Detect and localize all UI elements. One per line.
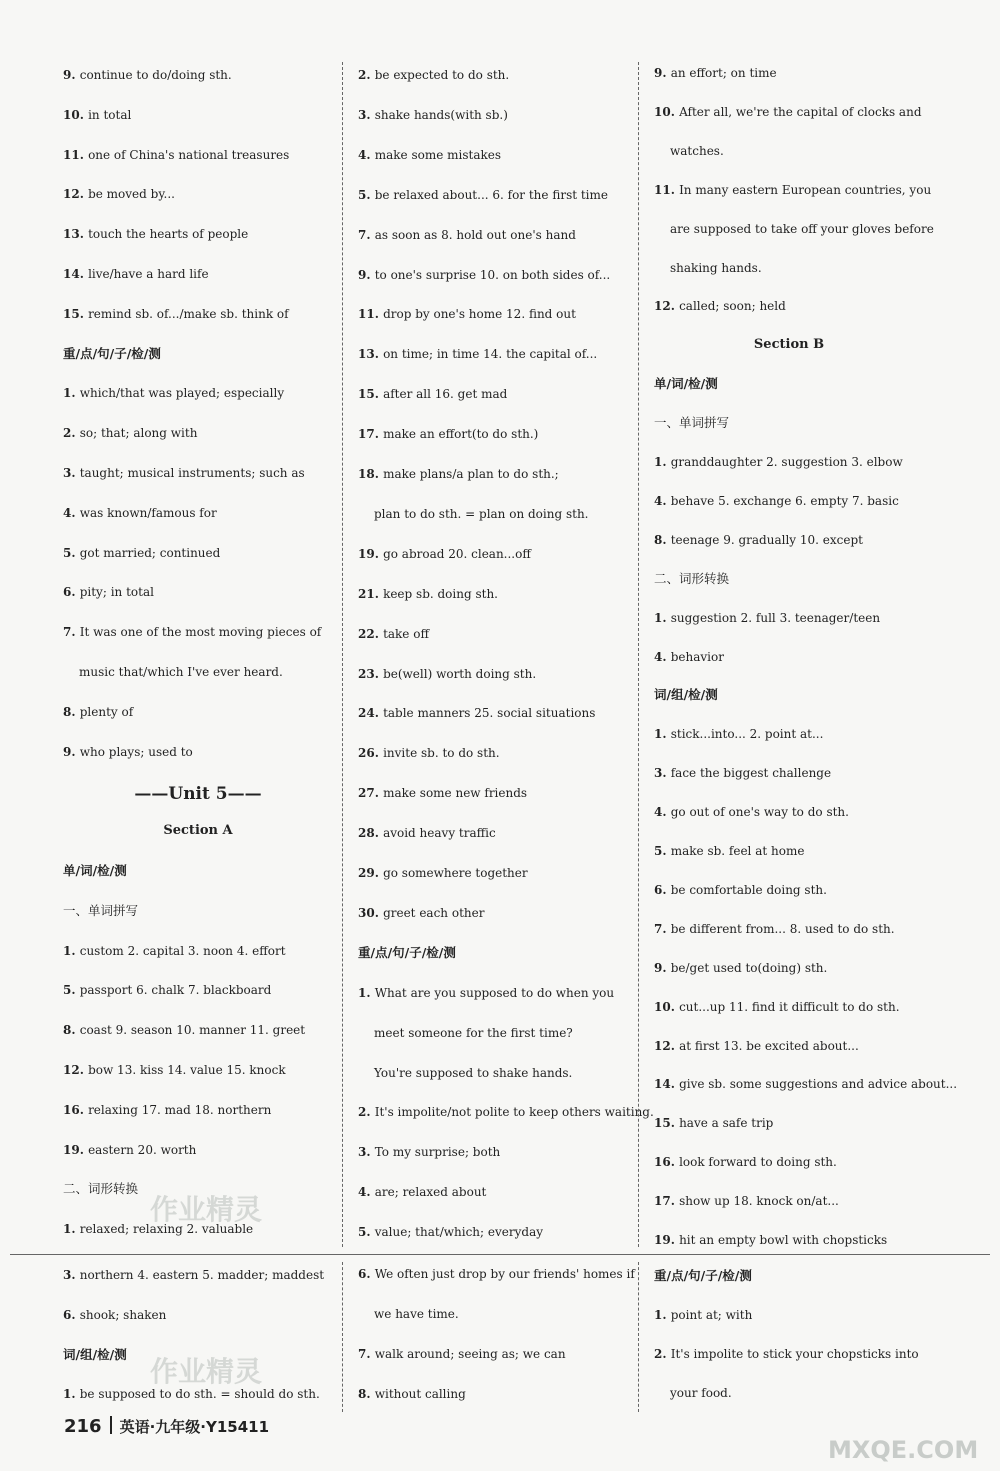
item-number: 1. (63, 943, 80, 958)
item-number: 3. (358, 1145, 375, 1160)
item-number: 30. (358, 905, 384, 920)
item-text: continue to do/doing sth. (79, 68, 232, 82)
item-number: 7. (63, 625, 80, 640)
item-number: 12. (63, 1063, 89, 1077)
middle-column-line (358, 306, 576, 322)
item-text: got married; continued (79, 545, 221, 560)
item-number: 1. (63, 1387, 80, 1402)
item-text: walk around; seeing as; we can (374, 1346, 566, 1361)
item-text: suggestion 2. full 3. teenager/teen (670, 610, 881, 625)
right-column-line (654, 1307, 752, 1323)
middle-column-line (358, 666, 536, 682)
item-number: 2. (654, 1346, 671, 1361)
item-number: 4. (654, 649, 671, 664)
item-number: 27. (358, 786, 384, 801)
item-number: 4. (654, 493, 671, 508)
middle-column-line (358, 187, 608, 203)
right-column-line (654, 1115, 773, 1131)
item-number: 7. (358, 227, 375, 242)
middle-column-line (358, 227, 576, 243)
item-number: 13. (358, 347, 384, 362)
item-number: 11. (358, 307, 384, 322)
left-column-line (63, 346, 161, 362)
item-text: who plays; used to (79, 744, 193, 759)
item-number: 15. (358, 387, 384, 402)
item-number: 4. (63, 505, 80, 520)
item-text: shake hands(with sb.) (374, 107, 508, 122)
item-text: 单/词/检/测 (63, 863, 127, 878)
middle-column-line (358, 107, 508, 123)
item-text: 二、词形转换 (63, 1181, 139, 1197)
item-text: meet someone for the first time? (374, 1025, 573, 1040)
middle-column-line (374, 506, 588, 522)
left-column-line (79, 664, 283, 680)
left-column-line (63, 1307, 166, 1323)
left-column-line (63, 1022, 305, 1038)
right-column-line (654, 1154, 837, 1170)
item-number: 17. (358, 427, 384, 442)
item-text: taught; musical instruments; such as (79, 466, 305, 480)
right-column-line (654, 1193, 839, 1209)
left-column-line (63, 704, 133, 720)
item-text: take off (383, 626, 429, 641)
item-text: 单/词/检/测 (654, 376, 718, 392)
item-text: was known/famous for (79, 505, 217, 520)
item-text: 重/点/句/子/检/测 (358, 944, 456, 960)
column-divider-upper-left (342, 62, 343, 1247)
middle-column-line (358, 705, 595, 721)
item-number: 3. (654, 766, 671, 781)
right-column-line (654, 843, 804, 859)
item-text: plan to do sth. = plan on doing sth. (374, 506, 589, 521)
right-column-line (654, 415, 729, 431)
left-column-line (63, 943, 286, 959)
item-text: an effort; on time (670, 66, 777, 80)
item-text: after all 16. get mad (383, 387, 508, 402)
right-column-line (670, 143, 724, 159)
item-number: 7. (654, 921, 671, 936)
middle-column-line (358, 1184, 486, 1200)
column-divider-lower-left (342, 1262, 343, 1412)
item-text: behavior (670, 649, 724, 664)
item-number: 5. (63, 545, 80, 560)
item-number: 15. (654, 1116, 680, 1131)
footer-separator (110, 1416, 112, 1434)
item-text: passport 6. chalk 7. blackboard (79, 983, 272, 998)
item-number: 8. (63, 704, 80, 719)
item-text: watches. (670, 143, 724, 158)
item-text: one of China's national treasures (88, 147, 290, 162)
right-column-line (654, 610, 880, 626)
item-number: 24. (358, 706, 384, 721)
item-text: We often just drop by our friends' homes if (374, 1267, 635, 1281)
item-number: 15. (63, 306, 89, 321)
item-number: 9. (358, 267, 375, 282)
item-number: 8. (63, 1023, 80, 1038)
item-number: 4. (654, 805, 671, 820)
item-number: 19. (358, 546, 384, 561)
item-text: live/have a hard life (88, 267, 209, 281)
item-number: 10. (654, 104, 680, 119)
right-column-line (654, 1268, 752, 1284)
left-column-line (63, 1142, 196, 1158)
item-text: plenty of (79, 704, 134, 719)
item-number: 3. (358, 107, 375, 122)
left-column-line (63, 1062, 286, 1078)
item-text: so; that; along with (79, 426, 198, 441)
item-number: 1. (63, 386, 80, 401)
item-text: remind sb. of.../make sb. think of (88, 306, 289, 321)
item-number: 16. (654, 1155, 680, 1170)
item-text: at first 13. be excited about... (679, 1038, 859, 1053)
item-text: make an effort(to do sth.) (383, 427, 539, 442)
item-number: 28. (358, 826, 384, 841)
item-text: 重/点/句/子/检/测 (654, 1268, 752, 1283)
stamp-watermark-2: 作业精灵 (150, 1355, 263, 1388)
corner-watermark: MXQE.COM (828, 1436, 979, 1464)
item-number: 2. (358, 1105, 375, 1120)
item-text: be supposed to do sth. = should do sth. (79, 1387, 320, 1402)
right-column-line (654, 1232, 887, 1248)
item-text: avoid heavy traffic (383, 826, 496, 841)
middle-column-line (358, 905, 484, 921)
item-number: 6. (63, 1307, 80, 1322)
right-column-line (654, 1346, 919, 1362)
middle-column-line (358, 1104, 654, 1120)
middle-column-line (358, 785, 527, 801)
left-column-line (63, 425, 197, 441)
right-column-line (670, 221, 934, 237)
item-number: 3. (63, 466, 80, 480)
right-column-line (654, 532, 863, 548)
right-column-line (654, 999, 900, 1015)
item-text: go out of one's way to do sth. (670, 805, 849, 820)
item-text: be comfortable doing sth. (670, 882, 827, 897)
item-text: have a safe trip (679, 1116, 774, 1131)
item-number: 11. (654, 182, 680, 197)
item-text: In many eastern European countries, you (679, 182, 932, 197)
item-number: 26. (358, 746, 384, 761)
middle-column-line (358, 426, 538, 442)
middle-column-line (374, 1065, 572, 1081)
left-column-line (63, 903, 138, 919)
column-divider-lower-right (638, 1262, 639, 1412)
left-column-line (63, 584, 154, 600)
item-number: 16. (63, 1102, 89, 1117)
item-text: teenage 9. gradually 10. except (670, 532, 863, 547)
left-column-line (63, 982, 271, 998)
item-text: make some new friends (383, 786, 528, 801)
item-number: 9. (63, 744, 80, 759)
book-title: 英语·九年级·Y15411 (119, 1418, 270, 1436)
right-column-line (654, 882, 827, 898)
item-number: 5. (654, 844, 671, 858)
item-number: 22. (358, 626, 384, 641)
column-divider-upper-right (638, 62, 639, 1247)
middle-column-line (358, 67, 509, 83)
right-column-line (654, 104, 922, 120)
item-number: 3. (63, 1268, 80, 1282)
item-number: 19. (654, 1233, 680, 1247)
item-text: touch the hearts of people (88, 227, 249, 242)
item-number: 5. (358, 1225, 375, 1240)
item-text: pity; in total (79, 585, 154, 600)
item-text: 一、单词拼写 (63, 902, 139, 918)
item-number: 11. (63, 147, 89, 162)
item-text: bow 13. kiss 14. value 15. knock (88, 1063, 286, 1077)
item-number: 4. (358, 1185, 375, 1200)
item-number: 19. (63, 1142, 89, 1157)
left-column-line (63, 465, 305, 481)
item-text: in total (88, 107, 132, 122)
item-text: Section A (163, 823, 233, 839)
item-text: are supposed to take off your gloves before (670, 221, 934, 236)
item-text: invite sb. to do sth. (383, 746, 500, 761)
item-text: show up 18. knock on/at... (679, 1194, 839, 1209)
item-number: 1. (654, 727, 671, 742)
middle-column-line (358, 546, 531, 562)
item-text: 词/组/检/测 (63, 1346, 127, 1362)
item-text: ——Unit 5—— (134, 784, 262, 805)
right-column-line (654, 765, 831, 781)
item-number: 12. (63, 187, 89, 202)
item-text: give sb. some suggestions and advice about... (679, 1077, 958, 1092)
item-number: 10. (63, 107, 89, 122)
item-number: 10. (654, 999, 680, 1014)
item-number: 2. (63, 426, 80, 441)
left-column-line (63, 226, 248, 242)
item-number: 1. (654, 1307, 671, 1322)
item-number: 5. (63, 983, 80, 998)
right-column-line (654, 687, 718, 703)
item-text: table manners 25. social situations (383, 706, 596, 721)
middle-column-line (358, 1386, 466, 1402)
item-text: After all, we're the capital of clocks and (679, 104, 922, 119)
item-text: hit an empty bowl with chopsticks (679, 1233, 888, 1247)
item-text: without calling (374, 1386, 466, 1401)
right-column-line (654, 921, 895, 937)
middle-column-line (358, 985, 614, 1001)
left-column-line (63, 107, 131, 123)
right-column-line (654, 182, 931, 198)
item-text: which/that was played; especially (79, 386, 285, 401)
item-text: music that/which I've ever heard. (79, 665, 283, 679)
item-text: your food. (670, 1385, 732, 1400)
item-text: shaking hands. (670, 260, 762, 275)
right-column-line (654, 65, 777, 81)
item-text: What are you supposed to do when you (374, 985, 615, 1000)
left-column-line (63, 186, 175, 202)
item-number: 9. (654, 66, 671, 80)
right-column-line (670, 1385, 732, 1401)
left-column-line (63, 1181, 138, 1197)
left-column-line (63, 863, 127, 879)
item-text: to one's surprise 10. on both sides of... (374, 267, 611, 282)
item-text: be different from... 8. used to do sth. (670, 921, 895, 936)
item-text: 重/点/句/子/检/测 (63, 345, 161, 361)
right-column-line (654, 1076, 957, 1092)
item-text: It was one of the most moving pieces of (79, 625, 322, 640)
item-number: 9. (654, 960, 671, 975)
right-column-line (654, 337, 924, 353)
left-column-line (63, 1102, 271, 1118)
item-text: be relaxed about... 6. for the first time (374, 187, 609, 202)
middle-column-line (358, 1144, 500, 1160)
page-footer (64, 1416, 269, 1437)
item-text: as soon as 8. hold out one's hand (374, 227, 576, 242)
item-text: shook; shaken (79, 1307, 167, 1322)
item-number: 1. (358, 985, 375, 1000)
item-text: are; relaxed about (374, 1185, 487, 1200)
item-number: 1. (654, 610, 671, 625)
item-text: be(well) worth doing sth. (383, 666, 537, 681)
right-column-line (654, 1038, 859, 1054)
item-number: 1. (654, 455, 671, 469)
item-text: custom 2. capital 3. noon 4. effort (79, 943, 286, 958)
right-column-line (654, 804, 849, 820)
left-column-line (63, 147, 289, 163)
item-text: It's impolite to stick your chopsticks into (670, 1346, 919, 1361)
item-number: 4. (358, 147, 375, 162)
left-column-line (63, 505, 217, 521)
item-number: 13. (63, 227, 89, 242)
middle-column-line (358, 626, 429, 642)
item-text: go somewhere together (383, 866, 528, 880)
middle-column-line (358, 466, 559, 482)
item-text: make some mistakes (374, 147, 501, 162)
middle-column-line (374, 1025, 573, 1041)
right-column-line (654, 376, 718, 392)
middle-column-line (358, 1224, 543, 1240)
middle-column-line (358, 586, 498, 602)
middle-column-line (358, 825, 496, 841)
middle-column-line (358, 267, 610, 283)
left-column-line (63, 823, 333, 839)
item-text: 词/组/检/测 (654, 687, 718, 703)
item-text: behave 5. exchange 6. empty 7. basic (670, 493, 899, 508)
left-column-line (63, 624, 321, 640)
item-text: point at; with (670, 1307, 753, 1322)
item-number: 14. (63, 267, 89, 281)
right-column-line (654, 571, 729, 587)
item-text: keep sb. doing sth. (383, 586, 498, 601)
item-text: To my surprise; both (374, 1145, 501, 1160)
item-number: 12. (654, 299, 680, 314)
horizontal-rule (10, 1254, 990, 1255)
page-number: 216 (64, 1416, 102, 1437)
middle-column-line (358, 346, 597, 362)
left-column-line (63, 783, 333, 805)
item-text: be moved by... (88, 187, 175, 202)
item-number: 7. (358, 1346, 375, 1361)
middle-column-line (358, 1266, 635, 1282)
item-number: 8. (654, 532, 671, 547)
item-text: look forward to doing sth. (679, 1155, 837, 1170)
item-text: relaxed; relaxing 2. valuable (79, 1222, 254, 1237)
stamp-watermark: 作业精灵 (150, 1193, 263, 1226)
left-column-line (63, 67, 232, 83)
item-number: 5. (358, 187, 375, 202)
item-number: 6. (358, 1267, 375, 1281)
right-column-line (654, 493, 899, 509)
item-number: 9. (63, 68, 80, 82)
item-text: It's impolite/not polite to keep others waiting. (374, 1105, 654, 1120)
item-text: Section B (753, 337, 825, 353)
item-text: drop by one's home 12. find out (383, 307, 576, 322)
middle-column-line (374, 1306, 459, 1322)
middle-column-line (358, 945, 456, 961)
middle-column-line (358, 147, 501, 163)
right-column-line (654, 649, 724, 665)
item-text: be/get used to(doing) sth. (670, 960, 828, 975)
item-text: called; soon; held (679, 299, 786, 314)
item-number: 8. (358, 1386, 375, 1401)
item-number: 29. (358, 866, 384, 880)
right-column-line (670, 260, 762, 276)
item-text: greet each other (383, 905, 485, 920)
middle-column-line (358, 865, 528, 881)
item-text: 二、词形转换 (654, 570, 730, 586)
item-text: stick...into... 2. point at... (670, 727, 824, 742)
right-column-line (654, 298, 786, 314)
item-text: eastern 20. worth (88, 1142, 197, 1157)
middle-column-line (358, 745, 500, 761)
item-text: value; that/which; everyday (374, 1225, 544, 1240)
item-number: 23. (358, 666, 384, 681)
middle-column-line (358, 1346, 566, 1362)
item-text: granddaughter 2. suggestion 3. elbow (670, 455, 903, 469)
item-text: northern 4. eastern 5. madder; maddest (79, 1268, 325, 1282)
item-number: 6. (63, 585, 80, 600)
left-column-line (63, 266, 209, 282)
left-column-line (63, 545, 220, 561)
item-text: 一、单词拼写 (654, 415, 730, 431)
item-text: coast 9. season 10. manner 11. greet (79, 1023, 306, 1038)
left-column-line (63, 744, 193, 760)
item-text: relaxing 17. mad 18. northern (88, 1102, 272, 1117)
left-column-line (63, 385, 284, 401)
item-text: face the biggest challenge (670, 766, 832, 781)
item-number: 2. (358, 68, 375, 82)
item-text: on time; in time 14. the capital of... (383, 347, 598, 362)
left-column-line (63, 1347, 127, 1363)
right-column-line (654, 454, 903, 470)
left-column-line (63, 306, 289, 322)
item-number: 6. (654, 882, 671, 897)
right-column-line (654, 726, 823, 742)
item-text: cut...up 11. find it difficult to do sth. (679, 999, 900, 1014)
left-column-line (63, 1267, 324, 1283)
item-number: 12. (654, 1038, 680, 1053)
item-number: 1. (63, 1222, 80, 1237)
item-text: make plans/a plan to do sth.; (383, 467, 559, 481)
item-number: 14. (654, 1077, 680, 1092)
item-text: You're supposed to shake hands. (374, 1065, 573, 1080)
middle-column-line (358, 386, 507, 402)
item-text: be expected to do sth. (374, 68, 510, 82)
item-text: go abroad 20. clean...off (383, 546, 531, 561)
right-column-line (654, 960, 827, 976)
item-text: we have time. (374, 1306, 459, 1321)
item-text: make sb. feel at home (670, 844, 805, 858)
item-number: 17. (654, 1194, 680, 1209)
item-number: 21. (358, 586, 384, 601)
item-number: 18. (358, 467, 384, 481)
